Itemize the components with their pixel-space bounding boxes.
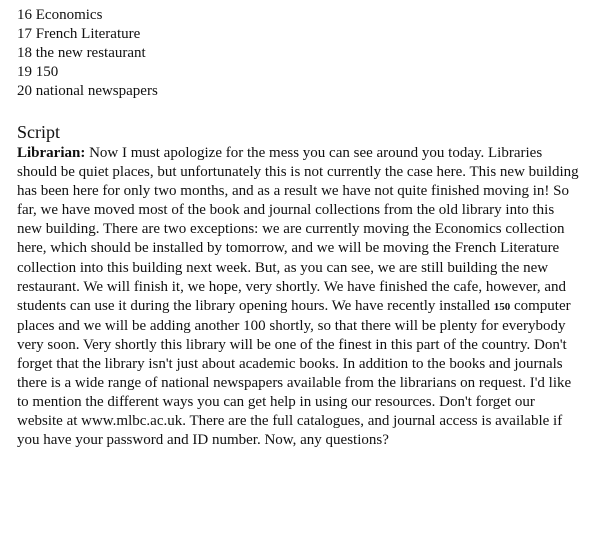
- script-paragraph: [17, 144, 579, 451]
- highlighted-number: 150: [493, 300, 511, 313]
- script-text-part-1: Now I must apologize for the mess you can see around you today. Libraries should be quiet places, but unfortunately this is not currently the case here. This new building has been here for only two months, and as a result we have not quite finished moving in! So far, we have moved most of the book and journal collections from the old library into this new building. There are two exceptions: we are currently moving the Economics collection here, which should be installed by tomorrow, and we will be moving the French Literature collection into this building next week. But, as you can see, we are still building the new restaurant. We will finish it, we hope, very shortly. We have finished the cafe, however, and students can use it during the library opening hours. We have recently installed: [17, 145, 579, 314]
- answer-item-20: 20 national newspapers: [17, 83, 158, 99]
- answer-item-17: 17 French Literature: [17, 26, 141, 42]
- script-text-part-2: computer places and we will be adding another 100 shortly, so that there will be plenty for everybody very soon. Very shortly this library will be one of the finest in this part of the country. Don't forget that the library isn't just about academic books. In addition to the books and journals there is a wide range of national newspapers available from the librarians on request. I'd like to mention the different ways you can get help in using our resources. Don't forget our website at www.mlbc.ac.uk. There are the full catalogues, and journal access is available if you have your password and ID number. Now, any questions?: [17, 297, 572, 449]
- answer-list: [17, 6, 592, 101]
- answer-item-19: 19 150: [17, 64, 59, 80]
- answer-item-18: 18 the new restaurant: [17, 45, 146, 61]
- script-heading: Script: [17, 122, 60, 142]
- document-page: [17, 6, 592, 451]
- answer-item-16: 16 Economics: [17, 7, 103, 23]
- speaker-label: Librarian:: [17, 145, 86, 161]
